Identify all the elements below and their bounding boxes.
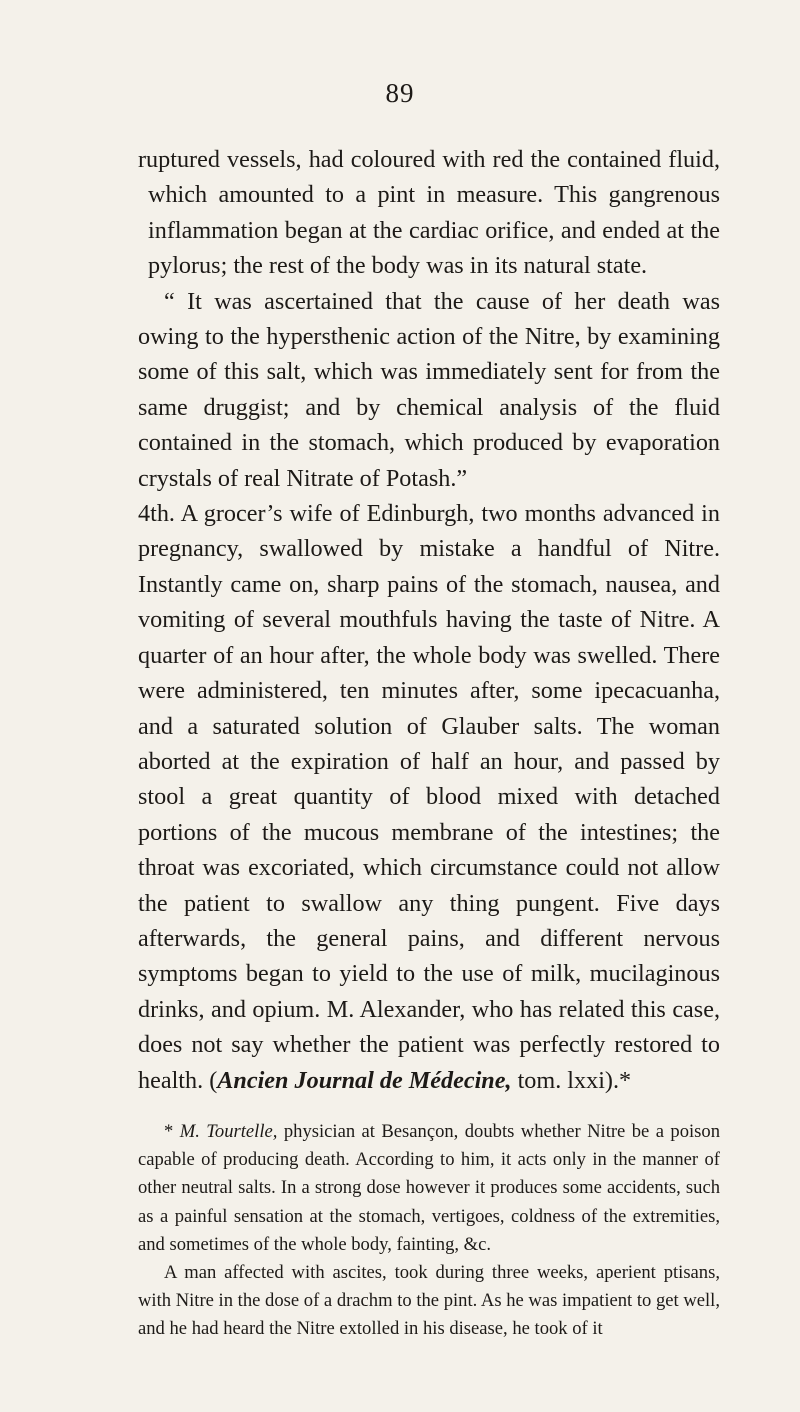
- journal-citation: Ancien Journal de Médecine,: [217, 1066, 512, 1094]
- footnote-text: physician at Besançon, doubts whether Nitre be a poison capable of producing death. According to him, it acts only in the manner of other neutral salts. In a strong dose however it produces some accidents, such as a painful sensation at the stomach, vertigoes, coldness of the extremities, and sometimes of the whole body, fainting, &c.: [138, 1120, 720, 1255]
- paragraph-quotation: “ It was ascertained that the cause of her death was owing to the hypersthenic action of the Nitre, by examining some of this salt, which was immediately sent for from the same druggist; and by chemical analysis of the fluid contained in the stomach, which produced by evaporation crystals of real Nitrate of Potash.”: [138, 287, 720, 492]
- footnote-marker: *: [164, 1120, 180, 1142]
- citation-volume: tom. lxxi).*: [511, 1066, 632, 1094]
- main-text: [138, 142, 720, 1098]
- footnote-paragraph-1: [138, 1118, 720, 1259]
- footnote-author: M. Tourtelle,: [179, 1120, 278, 1142]
- footnote: [138, 1118, 720, 1344]
- paragraph-continued: ruptured vessels, had coloured with red the contained fluid, which amounted to a pint in measure. This gangrenous inflammation began at the cardiac orifice, and ended at the pylorus; the rest of the body was in its natural state.: [138, 146, 720, 280]
- case-text: 4th. A grocer’s wife of Edinburgh, two months advanced in pregnancy, swallowed by mistake a handful of Nitre. Instantly came on, sharp pains of the stomach, nausea, and vomiting of several mouthfuls having the taste of Nitre. A quarter of an hour after, the whole body was swelled. There were administered, ten minutes after, some ipecacuanha, and a saturated solution of Glauber salts. The woman aborted at the expiration of half an hour, and passed by stool a great quantity of blood mixed with detached portions of the mucous membrane of the intestines; the throat was excoriated, which circumstance could not allow the patient to swallow any thing pungent. Five days afterwards, the general pains, and different nervous symptoms began to yield to the use of milk, mucilaginous drinks, and opium. M. Alexander, who has related this case, does not say whether the patient was perfectly restored to health. (: [138, 500, 720, 1094]
- footnote-paragraph-2: A man affected with ascites, took during three weeks, aperient ptisans, with Nitre in the dose of a drachm to the pint. As he was impatient to get well, and he had heard the Nitre extolled in his disease, he took of it: [138, 1261, 720, 1340]
- paragraph-case-fourth: [138, 496, 720, 1098]
- page-number: 89: [385, 78, 415, 108]
